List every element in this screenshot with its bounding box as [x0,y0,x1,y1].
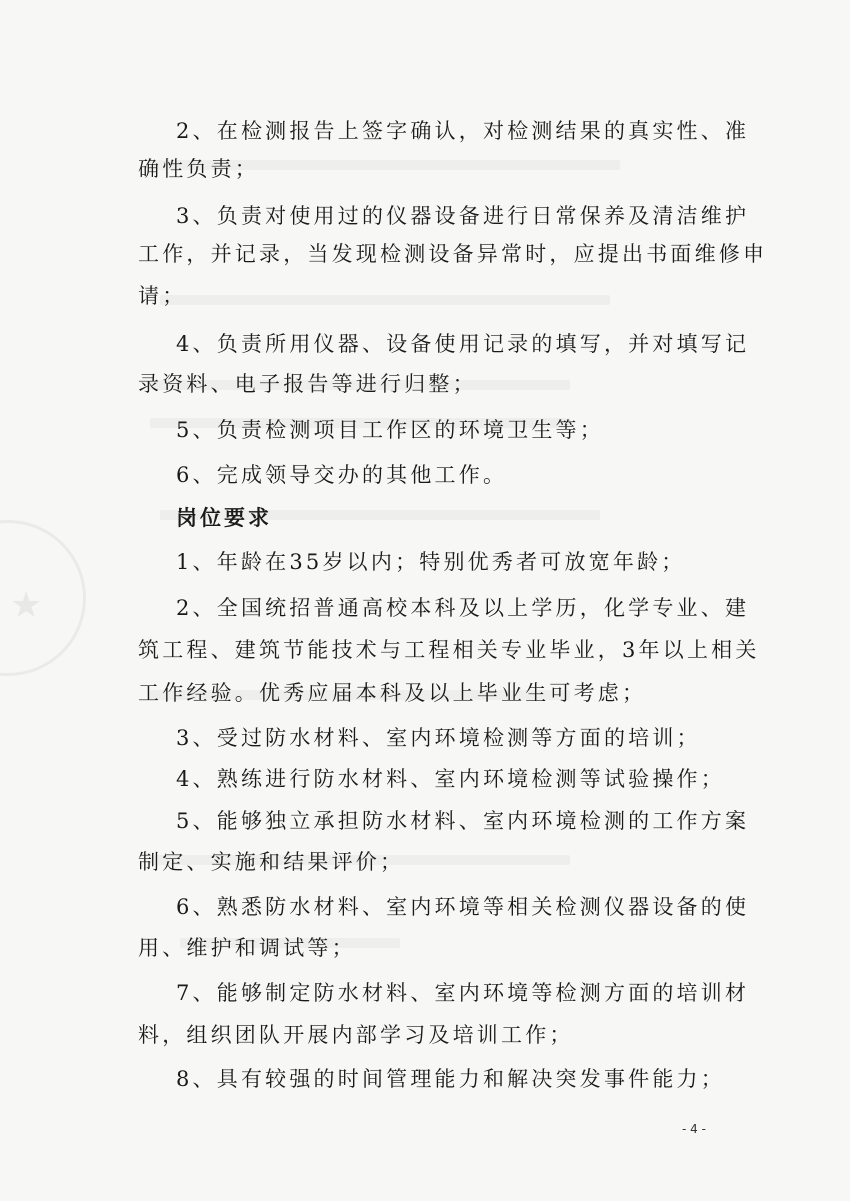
requirement-line: 用、维护和调试等； [138,936,356,960]
paragraph-line: 请； [138,284,187,308]
requirement-line: 筑工程、建筑节能技术与工程相关专业毕业，3年以上相关 [138,638,760,662]
scan-bleed [160,295,610,305]
paragraph-line: 2、在检测报告上签字确认，对检测结果的真实性、准 [176,119,750,143]
requirement-line: 6、熟悉防水材料、室内环境等相关检测仪器设备的使 [176,895,750,919]
page-number: - 4 - [682,1122,706,1136]
requirement-line: 3、受过防水材料、室内环境检测等方面的培训； [176,726,701,750]
paragraph-line: 工作，并记录，当发现检测设备异常时，应提出书面维修申 [138,242,768,266]
faint-seal-star-icon: ★ [10,585,43,626]
requirement-line: 工作经验。优秀应届本科及以上毕业生可考虑； [138,681,647,705]
paragraph-line: 5、负责检测项目工作区的环境卫生等； [176,418,604,442]
requirement-line: 制定、实施和结果评价； [138,850,405,874]
requirement-line: 2、全国统招普通高校本科及以上学历，化学专业、建 [176,596,750,620]
section-heading: 岗位要求 [176,506,272,530]
requirement-line: 1、年龄在35岁以内；特别优秀者可放宽年龄； [176,550,686,574]
requirement-line: 8、具有较强的时间管理能力和解决突发事件能力； [176,1067,725,1091]
paragraph-line: 6、完成领导交办的其他工作。 [176,463,508,487]
paragraph-line: 录资料、电子报告等进行归整； [138,372,477,396]
requirement-line: 4、熟练进行防水材料、室内环境检测等试验操作； [176,767,725,791]
requirement-line: 5、能够独立承担防水材料、室内环境检测的工作方案 [176,809,750,833]
requirement-line: 7、能够制定防水材料、室内环境等检测方面的培训材 [176,981,750,1005]
paragraph-line: 3、负责对使用过的仪器设备进行日常保养及清洁维护 [176,204,750,228]
paragraph-line: 4、负责所用仪器、设备使用记录的填写，并对填写记 [176,332,750,356]
requirement-line: 料，组织团队开展内部学习及培训工作； [138,1023,574,1047]
paragraph-line: 确性负责； [138,157,259,181]
